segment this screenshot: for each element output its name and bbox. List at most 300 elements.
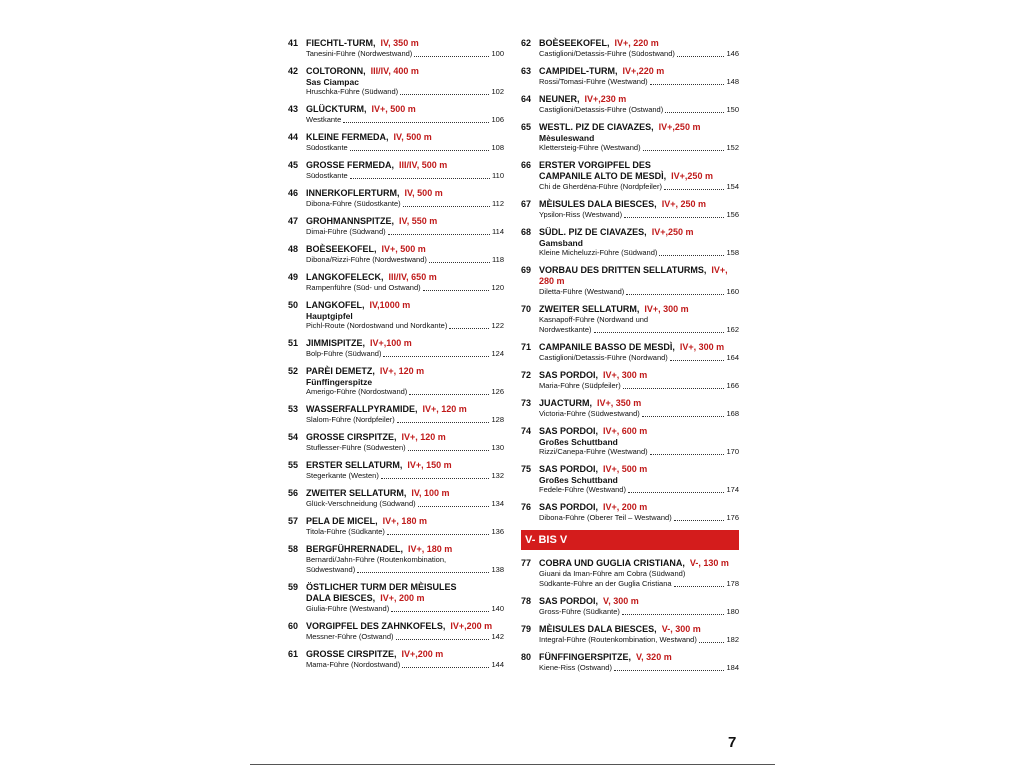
toc-entry — [288, 488, 504, 509]
grade-label: IV, 350 m — [380, 38, 419, 48]
dot-leader — [650, 84, 725, 85]
route-line — [539, 513, 739, 523]
page-reference: 184 — [726, 663, 739, 672]
summit-name: SAS PORDOI, — [539, 596, 599, 606]
entry-title-line — [539, 66, 739, 77]
dot-leader — [414, 56, 489, 57]
entry-number: 56 — [288, 488, 299, 498]
page-reference: 178 — [726, 579, 739, 588]
toc-entry — [521, 652, 739, 673]
toc-entry — [521, 304, 739, 335]
entry-number: 58 — [288, 544, 299, 554]
entry-subtitle: Gamsband — [539, 238, 583, 248]
route-line — [306, 171, 504, 181]
route-line — [306, 227, 504, 237]
entry-title-line — [539, 94, 739, 105]
dot-leader — [391, 611, 489, 612]
grade-label: IV+, 120 m — [379, 366, 425, 376]
page-reference: 158 — [726, 248, 739, 257]
dot-leader — [614, 670, 725, 671]
entry-number: 68 — [521, 227, 532, 237]
toc-entry — [521, 199, 739, 220]
dot-leader — [626, 294, 724, 295]
route-name: Gross-Führe (Südkante) — [539, 607, 620, 616]
page-reference: 100 — [491, 49, 504, 58]
page-reference: 120 — [491, 283, 504, 292]
grade-label: IV+, 150 m — [407, 460, 452, 470]
entry-title-line — [306, 272, 504, 283]
grade-label: IV+, 200 m — [603, 502, 648, 512]
summit-name: MÈISULES DALA BIESCES, — [539, 199, 657, 209]
toc-entry — [521, 370, 739, 391]
summit-name: CAMPANILE BASSO DE MESDÌ, — [539, 342, 675, 352]
page-reference: 112 — [492, 199, 504, 208]
entry-title-line — [306, 38, 504, 49]
route-line — [306, 527, 504, 537]
grade-label: IV+, 500 m — [603, 464, 648, 474]
toc-entry — [288, 432, 504, 453]
grade-label: IV+, 500 m — [371, 104, 416, 114]
grade-label: IV+, 120 m — [401, 432, 446, 442]
route-name: Rampenführe (Süd- und Ostwand) — [306, 283, 421, 292]
dot-leader — [674, 520, 725, 521]
toc-entry — [521, 464, 739, 495]
entry-number: 61 — [288, 649, 299, 659]
page-reference: 150 — [726, 105, 739, 114]
summit-name: SAS PORDOI, — [539, 426, 599, 436]
dot-leader — [397, 422, 490, 423]
route-name: Pichl-Route (Nordostwand und Nordkante) — [306, 321, 448, 330]
toc-entry — [288, 272, 504, 293]
entry-number: 57 — [288, 516, 299, 526]
route-name: Dibona-Führe (Oberer Teil – Westwand) — [539, 513, 672, 522]
page-reference: 122 — [491, 321, 504, 330]
route-name: Stuflesser-Führe (Südwesten) — [306, 443, 406, 452]
entry-title-line — [306, 516, 504, 527]
route-name: Diletta-Führe (Westwand) — [539, 287, 625, 296]
grade-label: IV+,200 m — [401, 649, 444, 659]
route-line — [306, 255, 504, 265]
summit-name: ERSTER SELLATURM, — [306, 460, 403, 470]
grade-label: V-, 130 m — [689, 558, 729, 568]
summit-name: COBRA UND GUGLIA CRISTIANA, — [539, 558, 685, 568]
toc-entry — [288, 132, 504, 153]
dot-leader — [402, 667, 489, 668]
route-line — [539, 635, 739, 645]
entry-title-line — [539, 652, 739, 663]
route-line — [306, 604, 504, 614]
page-reference: 144 — [491, 660, 504, 669]
page-reference: 136 — [491, 527, 504, 536]
toc-entry — [288, 366, 504, 397]
page-reference: 106 — [491, 115, 504, 124]
route-line — [306, 471, 504, 481]
entry-title-line — [539, 265, 739, 287]
page-reference: 138 — [491, 565, 504, 574]
entry-title-line — [306, 649, 504, 660]
route-name: Maria-Führe (Südpfeiler) — [539, 381, 621, 390]
toc-entry — [521, 624, 739, 645]
page-reference: 126 — [491, 387, 504, 396]
dot-leader — [403, 206, 490, 207]
entry-title-line — [539, 227, 739, 238]
page-reference: 164 — [726, 353, 739, 362]
route-line — [306, 143, 504, 153]
dot-leader — [381, 478, 490, 479]
dot-leader — [650, 454, 725, 455]
entry-number: 50 — [288, 300, 299, 310]
toc-entry — [521, 94, 739, 115]
toc-entry — [288, 404, 504, 425]
route-line — [539, 77, 739, 87]
route-line — [539, 663, 739, 673]
page-reference: 180 — [726, 607, 739, 616]
dot-leader — [429, 262, 490, 263]
entry-title-line — [306, 404, 504, 415]
entry-number: 44 — [288, 132, 299, 142]
entry-subtitle: Hauptgipfel — [306, 311, 353, 321]
dot-leader — [388, 234, 490, 235]
entry-subtitle: Fünffingerspitze — [306, 377, 373, 387]
toc-entry — [521, 596, 739, 617]
dot-leader — [350, 150, 490, 151]
entry-subtitle: Großes Schuttband — [539, 437, 618, 447]
entry-title-line — [306, 244, 504, 255]
grade-label: IV+, 500 m — [381, 244, 426, 254]
route-line — [306, 632, 504, 642]
route-name: Klettersteig-Führe (Westwand) — [539, 143, 641, 152]
page-reference: 132 — [491, 471, 504, 480]
dot-leader — [418, 506, 490, 507]
summit-name: PELA DE MICEL, — [306, 516, 378, 526]
entry-subtitle: Großes Schuttband — [539, 475, 618, 485]
grade-label: IV, 550 m — [399, 216, 438, 226]
bottom-rule — [250, 764, 775, 765]
dot-leader — [449, 328, 489, 329]
entry-number: 52 — [288, 366, 299, 376]
summit-name: CAMPANILE ALTO DE MESDÌ, — [539, 171, 667, 181]
section-heading: V- BIS V — [521, 530, 739, 550]
grade-label: IV+, 180 m — [408, 544, 453, 554]
summit-name: JIMMISPITZE, — [306, 338, 366, 348]
toc-entry — [521, 398, 739, 419]
book-page — [250, 0, 775, 768]
entry-title-line — [539, 464, 739, 475]
toc-entry — [288, 621, 504, 642]
entry-number: 59 — [288, 582, 299, 592]
page-reference: 118 — [492, 255, 504, 264]
route-line — [539, 210, 739, 220]
toc-entry — [521, 227, 739, 258]
route-line — [306, 349, 504, 359]
summit-name: PARÈI DEMETZ, — [306, 366, 375, 376]
route-name: Mama-Führe (Nordostwand) — [306, 660, 401, 669]
page-reference: 108 — [491, 143, 504, 152]
dot-leader — [664, 189, 725, 190]
route-line — [306, 443, 504, 453]
entry-number: 72 — [521, 370, 532, 380]
grade-label: IV+, 120 m — [422, 404, 467, 414]
dot-leader — [350, 178, 490, 179]
summit-name: VORBAU DES DRITTEN SELLATURMS, — [539, 265, 707, 275]
dot-leader — [594, 332, 725, 333]
page-reference: 170 — [726, 447, 739, 456]
entry-title-line — [539, 342, 739, 353]
page-reference: 130 — [491, 443, 504, 452]
route-line — [539, 353, 739, 363]
route-name: Titola-Führe (Südkante) — [306, 527, 385, 536]
entry-number: 43 — [288, 104, 299, 114]
page-reference: 152 — [726, 143, 739, 152]
summit-name: WASSERFALLPYRAMIDE, — [306, 404, 418, 414]
route-description: Giuani da Iman-Führe am Cobra (Südwand) — [539, 569, 686, 578]
summit-name: SAS PORDOI, — [539, 370, 599, 380]
entry-title-line — [306, 104, 504, 115]
dot-leader — [659, 255, 724, 256]
grade-label: III/IV, 650 m — [388, 272, 437, 282]
route-line — [539, 381, 739, 391]
toc-entry — [521, 502, 739, 523]
route-name: Nordwestkante) — [539, 325, 592, 334]
summit-name: SÜDL. PIZ DE CIAVAZES, — [539, 227, 647, 237]
page-reference: 146 — [726, 49, 739, 58]
route-line — [306, 387, 504, 397]
entry-title-line — [306, 432, 504, 443]
entry-title-line — [539, 160, 739, 171]
entry-title-line — [306, 460, 504, 471]
entry-title-line — [306, 582, 504, 593]
toc-entry — [521, 426, 739, 457]
route-line — [539, 248, 739, 258]
entry-number: 79 — [521, 624, 532, 634]
grade-label: IV+,250 m — [651, 227, 694, 237]
dot-leader — [670, 360, 725, 361]
route-line — [306, 115, 504, 125]
dot-leader — [624, 217, 724, 218]
route-line — [539, 143, 739, 153]
summit-name: GROSSE FERMEDA, — [306, 160, 395, 170]
summit-name: FÜNFFINGERSPITZE, — [539, 652, 631, 662]
route-line — [539, 182, 739, 192]
entry-title-line — [306, 66, 504, 77]
grade-label: IV+, 180 m — [382, 516, 427, 526]
page-number: 7 — [728, 734, 737, 751]
page-reference: 156 — [726, 210, 739, 219]
entry-title-line — [306, 593, 504, 604]
toc-entry — [288, 300, 504, 331]
page-reference: 110 — [492, 171, 504, 180]
entry-title-line — [306, 366, 504, 377]
toc-entry — [288, 216, 504, 237]
toc-entry — [288, 544, 504, 575]
entry-number: 67 — [521, 199, 532, 209]
route-line — [306, 87, 504, 97]
route-line — [539, 105, 739, 115]
route-name: Südostkante — [306, 143, 348, 152]
entry-subtitle: Sas Ciampac — [306, 77, 359, 87]
route-name: Messner-Führe (Ostwand) — [306, 632, 394, 641]
summit-name: NEUNER, — [539, 94, 580, 104]
summit-name: DALA BIESCES, — [306, 593, 376, 603]
entry-number: 69 — [521, 265, 532, 275]
summit-name: INNERKOFLERTURM, — [306, 188, 400, 198]
entry-title-line — [539, 558, 739, 569]
route-name: Castiglioni/Detassis-Führe (Nordwand) — [539, 353, 668, 362]
route-description: Kasnapoff-Führe (Nordwand und — [539, 315, 649, 324]
dot-leader — [400, 94, 489, 95]
entry-number: 55 — [288, 460, 299, 470]
page-reference: 154 — [726, 182, 739, 191]
toc-entry — [521, 558, 739, 589]
toc-entry — [521, 38, 739, 59]
entry-title-line — [306, 621, 504, 632]
toc-entry — [521, 66, 739, 87]
route-name: Dibona-Führe (Südostkante) — [306, 199, 401, 208]
entry-number: 53 — [288, 404, 299, 414]
dot-leader — [409, 394, 489, 395]
dot-leader — [423, 290, 490, 291]
grade-label: IV+, 300 m — [679, 342, 725, 352]
entry-number: 64 — [521, 94, 532, 104]
route-name: Bolp-Führe (Südwand) — [306, 349, 382, 358]
summit-name: CAMPIDEL-TURM, — [539, 66, 618, 76]
route-name: Castiglioni/Detassis-Führe (Ostwand) — [539, 105, 664, 114]
route-name: Kiene-Riss (Ostwand) — [539, 663, 612, 672]
grade-label: V, 300 m — [603, 596, 639, 606]
grade-label: IV+,200 m — [450, 621, 493, 631]
entry-number: 77 — [521, 558, 532, 568]
route-line — [306, 283, 504, 293]
grade-label: IV+, 250 m — [661, 199, 706, 209]
route-name: Dibona/Rizzi-Führe (Nordwestwand) — [306, 255, 427, 264]
route-line — [306, 415, 504, 425]
page-reference: 168 — [726, 409, 739, 418]
entry-number: 71 — [521, 342, 532, 352]
grade-label: IV+, 220 m — [614, 38, 659, 48]
summit-name: LANGKOFEL, — [306, 300, 365, 310]
entry-title-line — [539, 171, 739, 182]
toc-entry — [288, 516, 504, 537]
dot-leader — [699, 642, 725, 643]
entry-number: 54 — [288, 432, 299, 442]
summit-name: GROSSE CIRSPITZE, — [306, 649, 397, 659]
entry-number: 80 — [521, 652, 532, 662]
route-line — [539, 287, 739, 297]
entry-title-line — [539, 370, 739, 381]
summit-name: GROSSE CIRSPITZE, — [306, 432, 397, 442]
entry-number: 62 — [521, 38, 532, 48]
route-name: Kleine Micheluzzi-Führe (Südwand) — [539, 248, 658, 257]
toc-entry — [521, 265, 739, 297]
route-name: Rizzi/Canepa-Führe (Westwand) — [539, 447, 648, 456]
entry-title-line — [539, 398, 739, 409]
entry-number: 47 — [288, 216, 299, 226]
entry-title-line — [539, 624, 739, 635]
route-name: Tanesini-Führe (Nordwestwand) — [306, 49, 413, 58]
page-reference: 160 — [726, 287, 739, 296]
dot-leader — [343, 122, 489, 123]
dot-leader — [408, 450, 490, 451]
entry-title-line — [306, 160, 504, 171]
route-name: Integral-Führe (Routenkombination, Westwand) — [539, 635, 697, 644]
toc-entry — [288, 104, 504, 125]
route-line — [539, 325, 739, 335]
dot-leader — [357, 572, 489, 573]
page-reference: 134 — [491, 499, 504, 508]
dot-leader — [642, 416, 725, 417]
entry-subtitle: Mèsuleswand — [539, 133, 595, 143]
grade-label: IV, 100 m — [411, 488, 450, 498]
entry-title-line — [306, 300, 504, 311]
grade-label: IV+,250 m — [658, 122, 701, 132]
entry-number: 42 — [288, 66, 299, 76]
route-name: Südwestwand) — [306, 565, 356, 574]
route-line — [539, 607, 739, 617]
entry-title-line — [539, 38, 739, 49]
grade-label: IV+, 200 m — [380, 593, 425, 603]
route-line — [539, 447, 739, 457]
entry-title-line — [306, 188, 504, 199]
toc-entry — [521, 342, 739, 363]
grade-label: III/IV, 500 m — [399, 160, 448, 170]
toc-entry — [288, 338, 504, 359]
summit-name: JUACTURM, — [539, 398, 592, 408]
entry-number: 41 — [288, 38, 299, 48]
toc-left-column — [288, 38, 504, 677]
page-reference: 148 — [726, 77, 739, 86]
summit-name: BOÈSEEKOFEL, — [306, 244, 377, 254]
entry-title-line — [539, 596, 739, 607]
route-description: Bernardi/Jahn-Führe (Routenkombination, — [306, 555, 447, 564]
entry-number: 73 — [521, 398, 532, 408]
entry-number: 75 — [521, 464, 532, 474]
entry-number: 46 — [288, 188, 299, 198]
page-reference: 162 — [726, 325, 739, 334]
grade-label: V-, 300 m — [661, 624, 701, 634]
page-reference: 182 — [726, 635, 739, 644]
entry-number: 78 — [521, 596, 532, 606]
route-name: Chi de Gherdëna-Führe (Nordpfeiler) — [539, 182, 662, 191]
grade-label: IV+, 300 m — [644, 304, 689, 314]
summit-name: WESTL. PIZ DE CIAVAZES, — [539, 122, 654, 132]
route-name: Ypsilon-Riss (Westwand) — [539, 210, 623, 219]
route-line — [306, 199, 504, 209]
dot-leader — [622, 614, 725, 615]
route-name: Südostkante — [306, 171, 348, 180]
toc-entry — [288, 66, 504, 97]
entry-number: 48 — [288, 244, 299, 254]
page-reference: 140 — [491, 604, 504, 613]
toc-entry — [288, 460, 504, 481]
grade-label: IV+, 300 m — [603, 370, 648, 380]
dot-leader — [396, 639, 490, 640]
summit-name: FIECHTL-TURM, — [306, 38, 376, 48]
route-name: Glück-Verschneidung (Südwand) — [306, 499, 416, 508]
toc-entry — [288, 649, 504, 670]
entry-title-line — [306, 544, 504, 555]
grade-label: IV+, 600 m — [603, 426, 648, 436]
summit-name: ERSTER VORGIPFEL DES — [539, 160, 651, 170]
entry-number: 66 — [521, 160, 532, 170]
page-reference: 102 — [491, 87, 504, 96]
summit-name: BOÈSEEKOFEL, — [539, 38, 610, 48]
entry-number: 74 — [521, 426, 532, 436]
route-name: Südkante-Führe an der Guglia Cristiana — [539, 579, 672, 588]
entry-title-line — [539, 426, 739, 437]
dot-leader — [628, 492, 725, 493]
entry-title-line — [539, 122, 739, 133]
grade-label: V, 320 m — [636, 652, 672, 662]
